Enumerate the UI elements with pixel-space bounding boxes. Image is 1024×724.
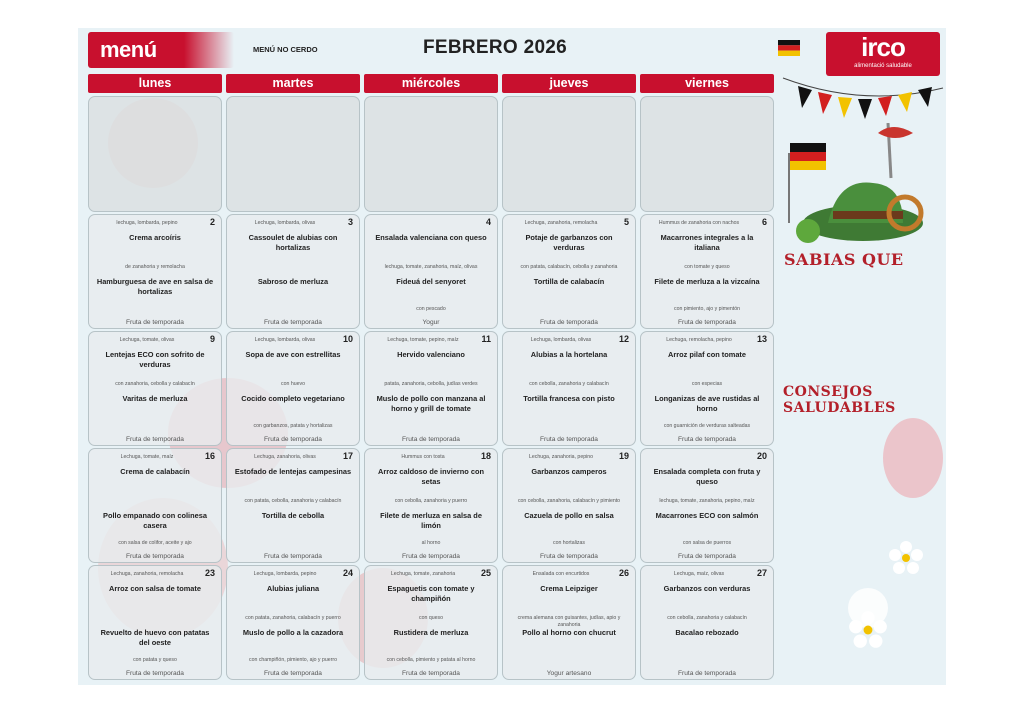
day-number: 3 [347,217,353,227]
dessert-text: Fruta de temporada [126,436,184,443]
day-header: miércoles [364,74,498,93]
second-course: Filete de merluza a la vizcaína [654,277,760,286]
salad-text: Lechuga, lombarda, olivas [254,337,316,343]
second-course: Fideuá del senyoret [396,277,466,286]
salad-text: Lechuga, tomate, zanahoria [390,571,456,577]
heart-decoration [883,418,943,498]
salad-text: Lechuga, lombarda, olivas [254,220,316,226]
dessert-text: Fruta de temporada [264,319,322,326]
day-header: lunes [88,74,222,93]
day-number: 9 [209,334,215,344]
empty-day-cell [226,96,360,212]
dessert-text: Fruta de temporada [402,553,460,560]
first-course: Crema Leipziger [540,584,598,593]
second-course: Longanizas de ave rustidas al horno [654,394,760,413]
second-course: Hamburguesa de ave en salsa de hortalizas [96,277,214,296]
first-course-garnish: patata, zanahoria, cebolla, judías verdes [384,381,478,387]
second-course-garnish: con salsa de puerros [682,540,732,546]
first-course-garnish: con patata, zanahoria, calabacín y puerro [245,615,341,621]
first-course: Ensalada valenciana con queso [375,233,487,242]
first-course: Arroz con salsa de tomate [108,584,201,593]
day-cell [226,331,360,446]
salad-text: Lechuga, zanahoria, pepino [528,454,594,460]
day-number: 13 [756,334,767,344]
day-number: 25 [480,568,491,578]
day-cell [226,448,360,563]
salad-text: Lechuga, tomate, maíz [120,454,174,460]
day-cell [364,565,498,680]
salad-text: Lechuga, zanahoria, remolacha [110,571,184,577]
day-cell [640,448,774,563]
first-course: Alubias juliana [266,584,320,593]
day-number: 16 [204,451,215,461]
day-cell [640,331,774,446]
page-title: FEBRERO 2026 [423,37,568,58]
first-course-garnish: con cebolla, zanahoria y calabacín [529,381,609,387]
second-course: Tortilla de cebolla [261,511,325,520]
dessert-text: Yogur artesano [546,670,592,677]
first-course: Macarrones integrales a la italiana [660,233,754,252]
day-cell [502,448,636,563]
second-course-garnish: con hortalizas [552,540,585,546]
first-course-garnish: de zanahoria y remolacha [125,264,185,270]
second-course-garnish: con guarnición de verduras salteadas [663,423,751,429]
empty-day-cell [502,96,636,212]
second-course-garnish: con champiñón, pimiento, ajo y puerro [249,657,337,663]
salad-text: Lechuga, lombarda, olivas [530,337,592,343]
first-course: Potaje de garbanzos con verduras [525,233,613,252]
second-course: Pollo empanado con colinesa casera [103,511,207,530]
second-course: Muslo de pollo con manzana al horno y grill de tomate [376,394,486,413]
second-course-garnish: al horno [421,540,441,546]
second-course: Bacalao rebozado [675,628,739,637]
salad-text: Lechuga, tomate, olivas [119,337,175,343]
empty-day-cell [88,96,222,212]
day-header: jueves [502,74,636,93]
first-course-garnish: con patata, cebolla, zanahoria y calabacín [244,498,342,504]
day-number: 27 [756,568,767,578]
first-course-garnish: con patata, calabacín, cebolla y zanahoria [520,264,618,270]
dessert-text: Fruta de temporada [678,436,736,443]
salad-text: Lechuga, tomate, pepino, maíz [387,337,459,343]
menu-subtitle: MENÚ NO CERDO [253,45,318,54]
second-course: Muslo de pollo a la cazadora [242,628,344,637]
second-course: Pollo al horno con chucrut [522,628,616,637]
second-course: Varitas de merluza [122,394,188,403]
day-number: 20 [756,451,767,461]
second-course: Rustidera de merluza [393,628,469,637]
first-course-garnish: con zanahoria, cebolla y calabacín [115,381,195,387]
dessert-text: Fruta de temporada [126,670,184,677]
first-course: Arroz pilaf con tomate [667,350,747,359]
first-course-garnish: lechuga, tomate, zanahoria, pepino, maíz [659,498,755,504]
day-cell [88,331,222,446]
day-header: viernes [640,74,774,93]
day-cell [640,565,774,680]
empty-day-cell [640,96,774,212]
second-course: Macarrones ECO con salmón [655,511,759,520]
salad-text: lechuga, lombarda, pepino [116,220,178,226]
dessert-text: Yogur [422,319,440,326]
salad-text: Hummus con tosta [401,454,445,460]
salad-text: Lechuga, zanahoria, olivas [254,454,316,460]
second-course: Revuelto de huevo con patatas del oeste [100,628,210,647]
first-course: Alubias a la hortelana [530,350,608,359]
first-course-garnish: lechuga, tomate, zanahoria, maíz, olivas [384,264,478,270]
second-course-garnish: con salsa de colifor, aceite y ajo [118,540,192,546]
first-course-garnish: con cebolla, zanahoria y calabacín [667,615,747,621]
oktoberfest-illustration [783,123,943,253]
day-number: 10 [342,334,353,344]
dessert-text: Fruta de temporada [678,670,736,677]
dessert-text: Fruta de temporada [264,436,322,443]
dessert-text: Fruta de temporada [678,319,736,326]
second-course-garnish: con pimiento, ajo y pimentón [673,306,741,312]
consejos-title: CONSEJOS SALUDABLES [783,384,896,416]
day-number: 18 [480,451,491,461]
day-cell [88,214,222,329]
menu-page [78,28,946,685]
first-course: Lentejas ECO con sofrito de verduras [105,350,205,369]
day-cell [364,448,498,563]
day-cell [88,448,222,563]
first-course: Hervido valenciano [397,350,465,359]
salad-text: Lechuga, zanahoria, remolacha [524,220,598,226]
second-course: Tortilla de calabacín [533,277,605,286]
dessert-text: Fruta de temporada [402,670,460,677]
salad-text: Lechuga, remolacha, pepino [666,337,732,343]
dessert-text: Fruta de temporada [264,670,322,677]
salad-text: Ensalada con encurtidos [532,571,590,577]
first-course: Crema arcoíris [129,233,181,242]
day-number: 23 [204,568,215,578]
salad-text: Lechuga, lombarda, pepino [253,571,317,577]
day-cell [364,214,498,329]
day-header: martes [226,74,360,93]
day-number: 4 [485,217,491,227]
day-number: 19 [618,451,629,461]
menu-logo: menú [88,32,234,68]
first-course-garnish: con tomate y queso [684,264,730,270]
day-number: 11 [481,334,491,344]
second-course: Cocido completo vegetariano [241,394,345,403]
second-course: Sabroso de merluza [257,277,329,286]
dessert-text: Fruta de temporada [402,436,460,443]
day-cell [226,565,360,680]
sabias-que-title: SABIAS QUE [784,250,904,269]
day-number: 6 [761,217,767,227]
first-course: Arroz caldoso de invierno con setas [378,467,484,486]
day-number: 5 [623,217,629,227]
first-course: Garbanzos camperos [531,467,607,476]
first-course: Crema de calabacín [120,467,190,476]
first-course: Estofado de lentejas campesinas [234,467,352,476]
brand-logo: irco alimentació saludable [826,32,940,76]
day-cell [364,331,498,446]
first-course: Espaguetis con tomate y champiñón [387,584,475,603]
dessert-text: Fruta de temporada [264,553,322,560]
dessert-text: Fruta de temporada [540,553,598,560]
first-course: Garbanzos con verduras [663,584,751,593]
first-course-garnish: con especias [691,381,723,387]
day-cell [88,565,222,680]
dessert-text: Fruta de temporada [126,553,184,560]
second-course-garnish: con cebolla, pimiento y patata al horno [386,657,476,663]
day-number: 17 [342,451,353,461]
salad-text: Lechuga, maíz, olivas [673,571,725,577]
flower-icon [888,540,924,576]
day-cell [640,214,774,329]
second-course: Filete de merluza en salsa de limón [380,511,482,530]
second-course: Cazuela de pollo en salsa [524,511,614,520]
day-number: 2 [209,217,215,227]
dessert-text: Fruta de temporada [678,553,736,560]
first-course-garnish: crema alemana con guisantes, judías, apio y zanahoria [517,615,621,628]
first-course-garnish: con cebolla, zanahoria y puerro [394,498,468,504]
salad-text: Hummus de zanahoria con nachos [658,220,740,226]
first-course-garnish: con cebolla, zanahoria, calabacín y pimiento [517,498,621,504]
day-cell [226,214,360,329]
flower-icon [848,610,888,650]
first-course-garnish: con queso [419,615,443,621]
dessert-text: Fruta de temporada [126,319,184,326]
dessert-text: Fruta de temporada [540,436,598,443]
day-cell [502,214,636,329]
second-course-garnish: con patata y queso [133,657,177,663]
second-course-garnish: con pescado [416,306,446,312]
first-course-garnish: con huevo [281,381,305,387]
day-cell [502,565,636,680]
day-cell [502,331,636,446]
second-course-garnish: con garbanzos, patata y hortalizas [253,423,333,429]
second-course: Tortilla francesa con pisto [523,394,615,403]
dessert-text: Fruta de temporada [540,319,598,326]
flag-icon [778,40,800,56]
bunting-decoration [778,68,946,123]
first-course: Sopa de ave con estrellitas [245,350,341,359]
empty-day-cell [364,96,498,212]
first-course: Cassoulet de alubias con hortalizas [248,233,338,252]
day-number: 24 [342,568,353,578]
day-number: 12 [618,334,629,344]
first-course: Ensalada completa con fruta y queso [653,467,761,486]
day-number: 26 [618,568,629,578]
